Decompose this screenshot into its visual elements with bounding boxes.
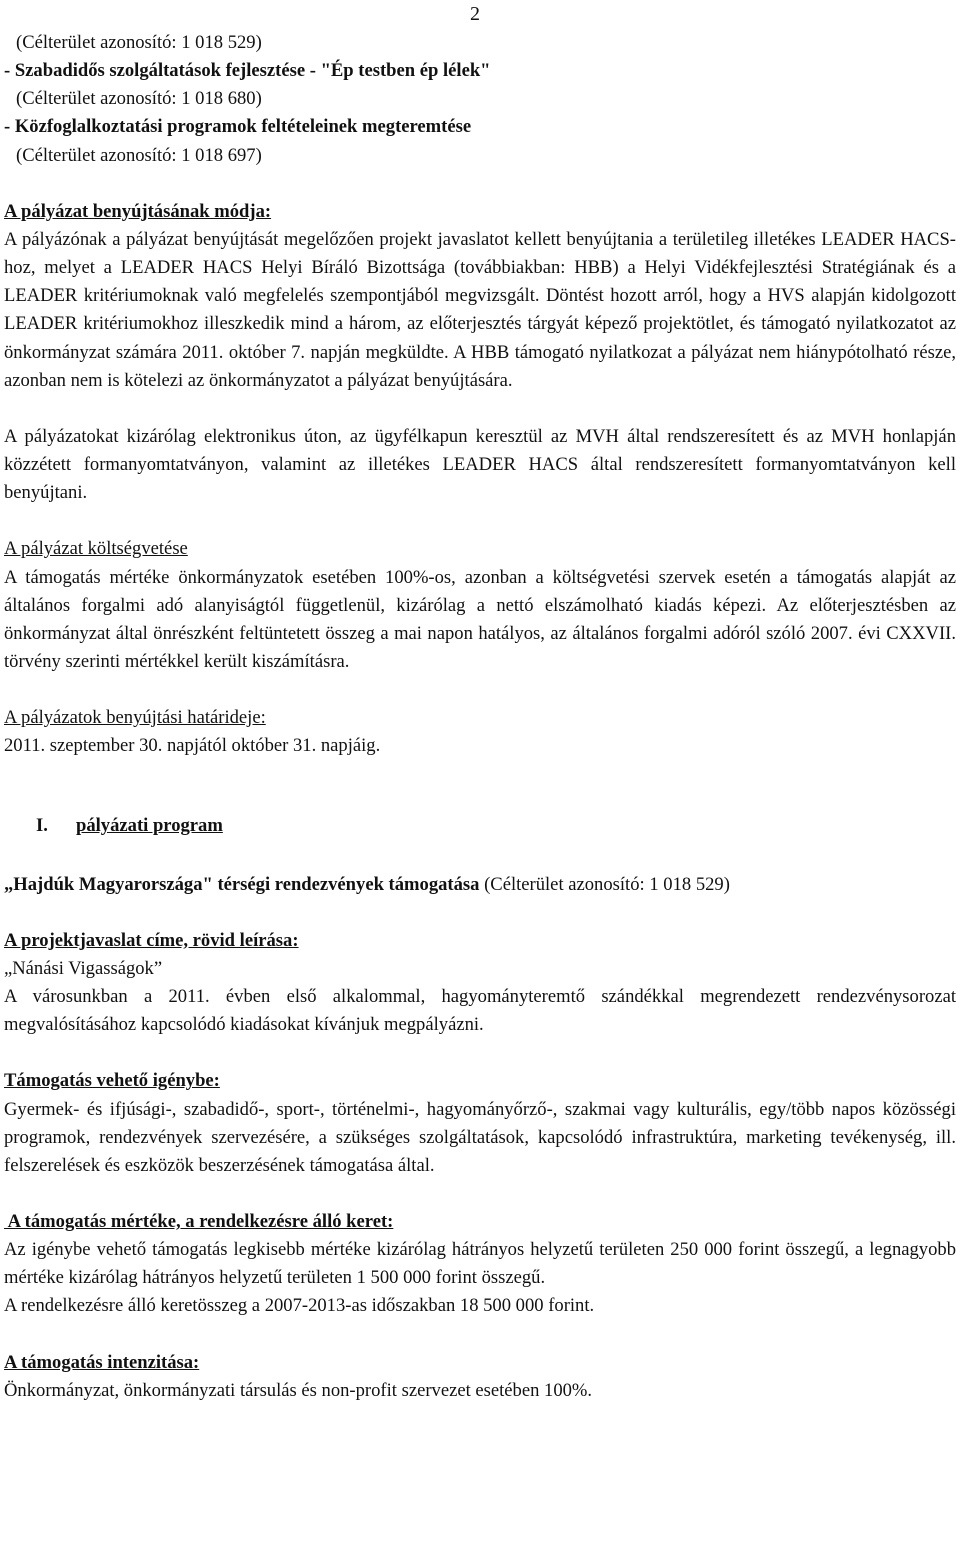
goal-title: - Közfoglalkoztatási programok feltételeinek megteremtése bbox=[4, 116, 472, 138]
section-heading-intensity: A támogatás intenzitása: bbox=[4, 1351, 200, 1373]
deadline-text: 2011. szeptember 30. napjától október 31. napjáig. bbox=[4, 735, 381, 757]
section-heading-budget: A pályázat költségvetése bbox=[4, 538, 188, 560]
budget-text-b: Az előterjesztésben az önkormányzat által önrészként feltüntetett összeg a mai napon hatályos, az általános forgalmi adóról szóló 2007. évi CXXVII. törvény szerinti mértékkel került kiszámításra. bbox=[4, 594, 957, 672]
submission-text-c: A HBB támogató nyilatkozat a pályázat nem hiánypótolható része, azonban nem is kötelezi az önkormányzatot a pályázat benyújtására. bbox=[4, 341, 956, 391]
amount-total: A rendelkezésre álló keretösszeg a 2007-2013-as időszakban 18 500 000 forint. bbox=[4, 1295, 595, 1317]
goal-id: (Célterület azonosító: 1 018 697) bbox=[16, 144, 262, 166]
amount-text: Az igénybe vehető támogatás legkisebb mértéke kizárólag hátrányos helyzetű területen 250 000 forint összegű, a legnagyobb mértéke kizárólag hátrányos helyzetű területen 1 500 000 forint összegű. bbox=[4, 1239, 956, 1289]
project-name: „Nánási Vigasságok” bbox=[4, 957, 163, 979]
section-heading-amount: A támogatás mértéke, a rendelkezésre álló keret: bbox=[4, 1211, 394, 1232]
electronic-submission-paragraph: A pályázatokat kizárólag elektronikus úton, az ügyfélkapun keresztül az MVH által rendszeresített és az MVH honlapján közzétett formanyomtatványon, valamint az illetékes LEADER HACS által rendszeresített formanyomtatványon kell benyújtani. bbox=[4, 425, 956, 504]
page-number: 2 bbox=[470, 3, 480, 25]
program-title-id: (Célterület azonosító: 1 018 529) bbox=[479, 873, 730, 895]
program-heading bbox=[4, 812, 956, 840]
goal-title: - Szabadidős szolgáltatások fejlesztése - "Ép testben ép lélek" bbox=[4, 60, 491, 82]
section-heading-project: A projektjavaslat címe, rövid leírása: bbox=[4, 929, 299, 951]
program-number: I. bbox=[36, 815, 48, 837]
budget-paragraph bbox=[4, 564, 956, 677]
document-body bbox=[4, 29, 956, 1405]
submission-text-a: A pályázónak a pályázat benyújtását megelőzően projekt javaslatot kellett benyújtania a területileg illetékes LEADER HACS-hoz, melyet a LEADER HACS Helyi Bíráló Bizottsága (továbbiakban: HBB) a Helyi Vidékfejlesztési Stratégiának és a LEADER kritériumoknak való megfelelés szempontjából megvizsgált. bbox=[4, 228, 956, 307]
submission-paragraph bbox=[4, 226, 956, 395]
submission-text-b: Döntést hozott arról, hogy a HVS alapján kidolgozott LEADER kritériumokhoz illeszkedik mind a három, az előterjesztés tárgyát képező projektötlet, és támogató nyilatkozatot az önkormányzat számára 2011. október 7. napján megküldte. bbox=[4, 285, 956, 363]
section-heading-submission: A pályázat benyújtásának módja: bbox=[4, 200, 272, 222]
program-title bbox=[4, 871, 956, 899]
budget-text-a: A támogatás mértéke önkormányzatok esetében 100%-os, azonban a költségvetési szervek esetén a támogatás alapját az általános forgalmi adó alanyiságtól függetlenül, kizárólag a nettó elszámolható kiadás képezi. bbox=[4, 566, 956, 616]
program-heading-text: pályázati program bbox=[76, 815, 223, 837]
eligible-text: Gyermek- és ifjúsági-, szabadidő-, sport-, történelmi-, hagyományőrző-, szakmai vagy kulturális, egy/több napos közösségi programok, rendezvények szervezésére, a szükséges szolgáltatások, kapcsolódó infrastruktúra, marketing tevékenység, ill. felszerelések és eszközök beszerzésének támogatása által. bbox=[4, 1098, 956, 1176]
section-heading-eligible: Támogatás vehető igénybe: bbox=[4, 1070, 220, 1092]
project-description: A városunkban a 2011. évben első alkalommal, hagyományteremtő szándékkal megrendezett rendezvénysorozat megvalósításához kapcsolódó kiadásokat kívánjuk megpályázni. bbox=[4, 986, 956, 1036]
program-title-bold: „Hajdúk Magyarországa" térségi rendezvények támogatása bbox=[4, 873, 480, 895]
intensity-text: Önkormányzat, önkormányzati társulás és non-profit szervezet esetében 100%. bbox=[4, 1379, 593, 1401]
goal-id: (Célterület azonosító: 1 018 680) bbox=[16, 88, 262, 110]
goal-id: (Célterület azonosító: 1 018 529) bbox=[16, 32, 262, 53]
section-heading-deadline: A pályázatok benyújtási határideje: bbox=[4, 707, 266, 729]
